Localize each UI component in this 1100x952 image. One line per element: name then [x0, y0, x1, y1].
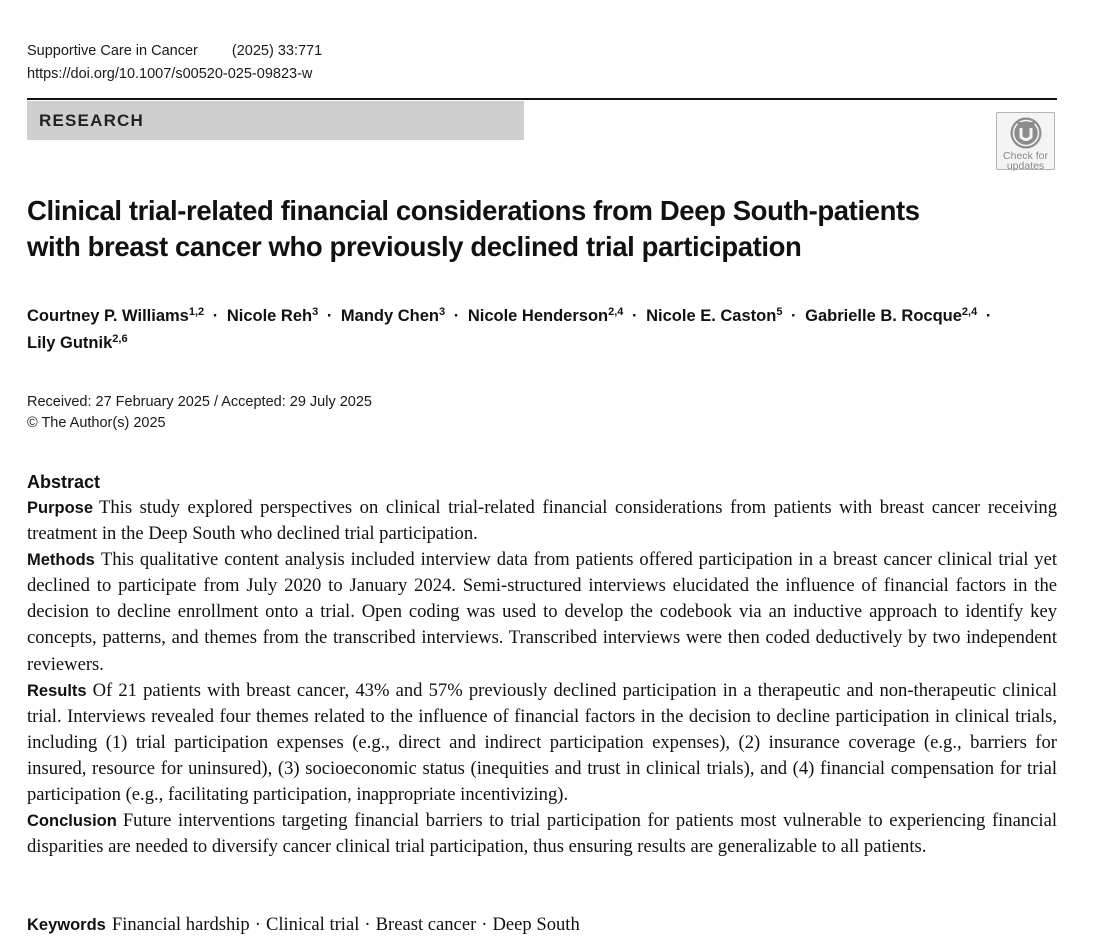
abstract-purpose: [27, 495, 1057, 547]
paper-title: [27, 193, 1027, 265]
abstract: [27, 470, 1057, 860]
author-separator: ·: [985, 307, 992, 325]
abstract-purpose-label: Purpose: [27, 499, 94, 517]
keyword[interactable]: Breast cancer: [375, 914, 477, 935]
keyword-separator: ·: [364, 914, 371, 935]
article-type-band: [27, 101, 524, 140]
doi-link[interactable]: https://doi.org/10.1007/s00520-025-09823-w: [27, 66, 313, 82]
author[interactable]: [468, 307, 624, 325]
keyword[interactable]: Clinical trial: [265, 914, 360, 935]
author-separator: ·: [212, 307, 219, 325]
received-accepted-dates: Received: 27 February 2025 / Accepted: 29 July 2025: [27, 394, 372, 410]
abstract-results-text: Of 21 patients with breast cancer, 43% and 57% previously declined participation in a therapeutic and non-therapeutic clinical trial. Interviews revealed four themes related to the influence of financial factors in the decision to decline participation in clinical trials, including (1) trial participation expenses (e.g., direct and indirect participation expenses), (2) insurance coverage (e.g., barriers for insured, resource for uninsured), (3) socioeconomic status (inequities and trust in clinical trials), and (4) financial compensation for trial participation (e.g., facilitating participation, inappropriate incentivizing).: [27, 679, 1057, 806]
author[interactable]: [27, 307, 204, 325]
author-affiliation: 2,4: [961, 306, 978, 318]
check-for-updates-line1: Check for: [1003, 150, 1048, 162]
author[interactable]: [27, 334, 128, 352]
author-separator: ·: [791, 307, 797, 325]
journal-name: Supportive Care in Cancer: [27, 43, 198, 59]
author[interactable]: [227, 307, 318, 325]
author-name: Nicole Henderson: [467, 307, 609, 325]
keyword[interactable]: Financial hardship: [111, 914, 250, 935]
publication-dates: [27, 392, 372, 434]
keyword-separator: ·: [254, 914, 261, 935]
paper-title-line2: with breast cancer who previously declined trial participation: [27, 231, 802, 262]
author-affiliation: 2,6: [112, 333, 128, 345]
check-for-updates-icon: [1009, 116, 1043, 150]
author-separator: ·: [632, 307, 638, 325]
abstract-results: [27, 678, 1057, 808]
author-affiliation: 1,2: [188, 306, 205, 318]
author-name: Mandy Chen: [340, 307, 440, 325]
header-rule: [27, 98, 1057, 100]
keyword[interactable]: Deep South: [492, 914, 580, 935]
author-name: Gabrielle B. Rocque: [805, 307, 962, 325]
journal-citation: [27, 43, 322, 59]
author-separator: ·: [326, 307, 333, 325]
abstract-methods-label: Methods: [27, 551, 95, 570]
abstract-methods: [27, 547, 1057, 677]
author-name: Nicole Reh: [226, 307, 313, 325]
author-affiliation: 3: [312, 306, 319, 318]
author[interactable]: [646, 307, 782, 325]
author-name: Courtney P. Williams: [27, 307, 189, 325]
article-type-label: RESEARCH: [39, 111, 145, 130]
author-list: [27, 303, 1067, 357]
author[interactable]: [341, 307, 445, 325]
abstract-methods-text: This qualitative content analysis included interview data from patients offered participation in a breast cancer clinical trial yet declined to participate from July 2020 to January 2024. Semi-structured interviews elucidated the influence of financial factors in the decision to decline enrollment onto a trial. Open coding was used to develop the codebook via an inductive approach to identify key concepts, patterns, and themes from the transcribed interviews. Transcribed interviews were then coded deductively by two independent reviewers.: [27, 549, 1057, 675]
abstract-conclusion-label: Conclusion: [27, 812, 117, 831]
keywords: [27, 912, 580, 938]
keywords-label: Keywords: [27, 916, 106, 934]
abstract-conclusion: [27, 808, 1057, 860]
author-affiliation: 2,4: [608, 306, 624, 318]
copyright-notice: © The Author(s) 2025: [27, 415, 166, 431]
keywords-list: [112, 914, 580, 935]
author-affiliation: 5: [776, 306, 783, 318]
check-for-updates-line2: updates: [1006, 160, 1045, 172]
journal-volume: (2025) 33:771: [231, 43, 323, 59]
abstract-conclusion-text: Future interventions targeting financial barriers to trial participation for patients most vulnerable to experiencing financial disparities are needed to diversify cancer clinical trial participation, thus ensuring results are generalizable to all patients.: [27, 810, 1057, 858]
abstract-purpose-text: This study explored perspectives on clinical trial-related financial considerations from patients with breast cancer receiving treatment in the Deep South who declined trial participation.: [27, 497, 1057, 545]
author-name: Lily Gutnik: [27, 334, 113, 352]
author-name: Nicole E. Caston: [646, 307, 777, 325]
paper-title-line1: Clinical trial-related financial considerations from Deep South-patients: [27, 195, 920, 226]
abstract-heading: Abstract: [27, 472, 101, 492]
author-affiliation: 3: [439, 306, 446, 318]
abstract-results-label: Results: [27, 681, 87, 700]
check-for-updates-button[interactable]: [996, 112, 1055, 170]
author[interactable]: [805, 307, 977, 325]
author-separator: ·: [453, 307, 460, 325]
keyword-separator: ·: [481, 914, 488, 935]
